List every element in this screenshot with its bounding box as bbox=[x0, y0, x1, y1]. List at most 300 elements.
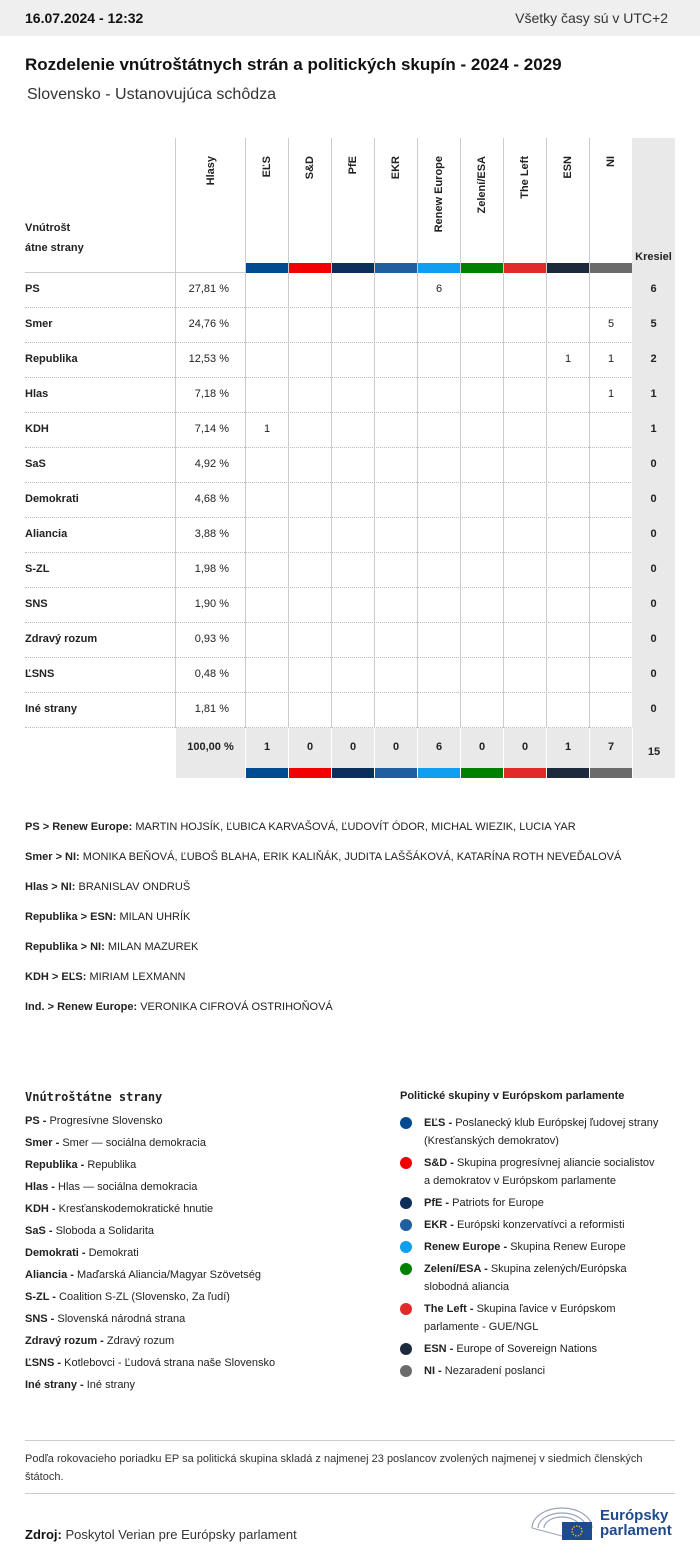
group-seat-cell: 1 bbox=[589, 378, 632, 413]
group-seat-cell bbox=[245, 658, 288, 693]
group-column-header bbox=[417, 138, 460, 273]
group-legend-item bbox=[400, 1194, 660, 1212]
group-total-value: 1 bbox=[564, 741, 572, 753]
group-abbr: Renew Europe - bbox=[424, 1241, 508, 1253]
table-row bbox=[25, 308, 675, 343]
group-seat-cell: 6 bbox=[417, 273, 460, 308]
group-seat-cell bbox=[589, 413, 632, 448]
group-seat-cell bbox=[245, 518, 288, 553]
group-seat-cell bbox=[546, 413, 589, 448]
group-total-value: 1 bbox=[263, 741, 271, 753]
group-full-name: Skupina Renew Europe bbox=[510, 1241, 626, 1253]
group-seat-cell bbox=[417, 518, 460, 553]
group-color-dot-icon bbox=[400, 1263, 412, 1275]
member-line bbox=[25, 850, 675, 880]
member-assignment: Smer > NI: bbox=[25, 851, 80, 863]
party-name: PS bbox=[25, 283, 40, 295]
party-full-name: Demokrati bbox=[88, 1247, 139, 1259]
group-color-dot-icon bbox=[400, 1343, 412, 1355]
group-seat-cell bbox=[503, 273, 546, 308]
party-name: Smer bbox=[25, 318, 53, 330]
vote-share: 4,68 % bbox=[175, 483, 245, 518]
member-names: VERONIKA CIFROVÁ OSTRIHOŇOVÁ bbox=[140, 1001, 333, 1013]
seat-total: 0 bbox=[632, 588, 675, 623]
group-seat-cell bbox=[589, 483, 632, 518]
group-seat-cell bbox=[546, 308, 589, 343]
group-abbr: The Left - bbox=[424, 1303, 474, 1315]
group-seat-cell bbox=[589, 693, 632, 728]
group-seat-cell bbox=[460, 273, 503, 308]
group-seat-cell bbox=[460, 553, 503, 588]
party-full-name: Maďarská Aliancia/Magyar Szövetség bbox=[76, 1269, 262, 1281]
source bbox=[25, 1527, 297, 1542]
group-total-value: 7 bbox=[607, 741, 615, 753]
table-row bbox=[25, 413, 675, 448]
group-seat-cell bbox=[374, 693, 417, 728]
vote-share: 24,76 % bbox=[175, 308, 245, 343]
party-legend-item bbox=[25, 1334, 365, 1356]
group-seat-cell bbox=[460, 658, 503, 693]
group-seat-cell bbox=[331, 273, 374, 308]
table-row bbox=[25, 448, 675, 483]
group-total-cell bbox=[503, 728, 546, 778]
party-legend-item bbox=[25, 1114, 365, 1136]
group-full-name: Európski konzervatívci a reformisti bbox=[457, 1219, 625, 1231]
group-column-header bbox=[589, 138, 632, 273]
party-name: Republika bbox=[25, 353, 78, 365]
group-seat-cell bbox=[331, 413, 374, 448]
vote-share: 0,93 % bbox=[175, 623, 245, 658]
group-seat-cell bbox=[374, 483, 417, 518]
group-seat-cell bbox=[589, 448, 632, 483]
party-abbr: SNS - bbox=[25, 1313, 55, 1325]
group-seat-cell bbox=[546, 448, 589, 483]
group-seat-cell bbox=[245, 623, 288, 658]
group-seat-cell bbox=[374, 658, 417, 693]
table-row bbox=[25, 518, 675, 553]
group-seat-cell bbox=[417, 413, 460, 448]
ep-hemicycle-icon bbox=[528, 1502, 598, 1542]
group-seat-cell bbox=[503, 413, 546, 448]
member-line bbox=[25, 820, 675, 850]
group-seat-cell bbox=[417, 448, 460, 483]
member-assignment: Republika > NI: bbox=[25, 941, 105, 953]
group-legend-item bbox=[400, 1362, 660, 1380]
group-legend-item bbox=[400, 1154, 660, 1190]
vote-share: 7,18 % bbox=[175, 378, 245, 413]
table-row bbox=[25, 553, 675, 588]
group-column-header bbox=[374, 138, 417, 273]
group-seat-cell bbox=[503, 483, 546, 518]
group-total-cell bbox=[288, 728, 331, 778]
party-full-name: Kresťanskodemokratické hnutie bbox=[58, 1203, 214, 1215]
group-seat-cell bbox=[503, 343, 546, 378]
party-legend-item bbox=[25, 1290, 365, 1312]
group-seat-cell bbox=[331, 448, 374, 483]
member-names: MILAN MAZUREK bbox=[107, 941, 199, 953]
party-legend-item bbox=[25, 1246, 365, 1268]
group-color-bar bbox=[547, 263, 589, 273]
member-assignment: Republika > ESN: bbox=[25, 911, 117, 923]
group-color-bar bbox=[418, 263, 460, 273]
group-color-dot-icon bbox=[400, 1117, 412, 1129]
group-seat-cell bbox=[546, 693, 589, 728]
group-full-name: Skupina progresívnej aliancie socialistov a demokratov v Európskom parlamente bbox=[424, 1157, 655, 1187]
group-total-value: 0 bbox=[392, 741, 400, 753]
party-abbr: Republika - bbox=[25, 1159, 85, 1171]
group-seat-cell bbox=[374, 448, 417, 483]
group-seat-cell bbox=[589, 623, 632, 658]
group-seat-cell bbox=[288, 658, 331, 693]
table-row bbox=[25, 483, 675, 518]
party-name: Demokrati bbox=[25, 493, 79, 505]
table-row bbox=[25, 623, 675, 658]
group-seat-cell bbox=[288, 693, 331, 728]
group-legend bbox=[400, 1090, 660, 1384]
group-header-label: Renew Europe bbox=[433, 156, 445, 233]
group-color-dot-icon bbox=[400, 1365, 412, 1377]
party-abbr: Aliancia - bbox=[25, 1269, 74, 1281]
group-seat-cell bbox=[331, 658, 374, 693]
group-seat-cell bbox=[546, 553, 589, 588]
group-color-bar bbox=[332, 263, 374, 273]
group-seat-cell bbox=[245, 343, 288, 378]
group-column-header bbox=[331, 138, 374, 273]
group-seat-cell bbox=[460, 588, 503, 623]
group-seat-cell bbox=[589, 588, 632, 623]
party-legend-title: Vnútroštátne strany bbox=[25, 1090, 163, 1104]
party-abbr: S-ZL - bbox=[25, 1291, 56, 1303]
member-line bbox=[25, 970, 675, 1000]
member-assignment: Hlas > NI: bbox=[25, 881, 76, 893]
group-seat-cell bbox=[417, 483, 460, 518]
member-names: MIRIAM LEXMANN bbox=[89, 971, 186, 983]
group-seat-cell bbox=[460, 413, 503, 448]
vote-share: 0,48 % bbox=[175, 658, 245, 693]
group-abbr: EĽS - bbox=[424, 1117, 453, 1129]
group-seat-cell bbox=[460, 343, 503, 378]
group-seat-cell bbox=[374, 308, 417, 343]
group-seat-cell bbox=[503, 378, 546, 413]
party-abbr: Demokrati - bbox=[25, 1247, 86, 1259]
party-name: SNS bbox=[25, 598, 48, 610]
group-seat-cell bbox=[331, 553, 374, 588]
group-seat-cell bbox=[460, 483, 503, 518]
table-row bbox=[25, 658, 675, 693]
group-seat-cell bbox=[374, 553, 417, 588]
group-seat-cell bbox=[331, 588, 374, 623]
group-seat-cell bbox=[331, 483, 374, 518]
page-title: Rozdelenie vnútroštátnych strán a politických skupín - 2024 - 2029 bbox=[25, 55, 562, 74]
group-header-label: ESN bbox=[562, 156, 574, 179]
group-color-bar bbox=[289, 768, 331, 778]
group-color-bar bbox=[332, 768, 374, 778]
top-bar bbox=[0, 0, 700, 36]
group-total-value: 0 bbox=[349, 741, 357, 753]
group-seat-cell bbox=[288, 273, 331, 308]
group-seat-cell bbox=[546, 658, 589, 693]
table-row bbox=[25, 588, 675, 623]
seat-total: 2 bbox=[632, 343, 675, 378]
group-seat-cell bbox=[374, 623, 417, 658]
group-full-name: Poslanecký klub Európskej ľudovej strany (Kresťanských demokratov) bbox=[424, 1117, 659, 1147]
seat-distribution-table bbox=[25, 138, 675, 778]
group-total-value: 6 bbox=[435, 741, 443, 753]
vote-share: 4,92 % bbox=[175, 448, 245, 483]
group-seat-cell bbox=[460, 308, 503, 343]
group-legend-item bbox=[400, 1238, 660, 1256]
table-row bbox=[25, 693, 675, 728]
vote-share: 1,81 % bbox=[175, 693, 245, 728]
group-abbr: S&D - bbox=[424, 1157, 454, 1169]
party-abbr: KDH - bbox=[25, 1203, 56, 1215]
group-seat-cell bbox=[503, 623, 546, 658]
group-seat-cell bbox=[546, 518, 589, 553]
group-color-dot-icon bbox=[400, 1241, 412, 1253]
group-color-bar bbox=[590, 263, 632, 273]
group-header-label: PfE bbox=[347, 156, 359, 175]
group-legend-item bbox=[400, 1216, 660, 1234]
group-color-dot-icon bbox=[400, 1219, 412, 1231]
group-seat-cell bbox=[331, 693, 374, 728]
party-full-name: Hlas — sociálna demokracia bbox=[58, 1181, 198, 1193]
group-seat-cell bbox=[245, 693, 288, 728]
group-header-label: S&D bbox=[304, 156, 316, 180]
datetime: 16.07.2024 - 12:32 bbox=[25, 10, 144, 26]
group-seat-cell bbox=[460, 693, 503, 728]
group-seat-cell bbox=[374, 273, 417, 308]
total-seats: 15 bbox=[632, 728, 675, 778]
group-seat-cell bbox=[245, 483, 288, 518]
logo-line-2: parlament bbox=[600, 1522, 672, 1539]
seat-total: 0 bbox=[632, 693, 675, 728]
member-line bbox=[25, 940, 675, 970]
group-seat-cell bbox=[331, 343, 374, 378]
party-name: Aliancia bbox=[25, 528, 68, 540]
party-name: S-ZL bbox=[25, 563, 50, 575]
member-assignment: PS > Renew Europe: bbox=[25, 821, 133, 833]
party-legend-item bbox=[25, 1202, 365, 1224]
group-abbr: NI - bbox=[424, 1365, 442, 1377]
group-color-dot-icon bbox=[400, 1197, 412, 1209]
party-abbr: SaS - bbox=[25, 1225, 53, 1237]
party-legend-item bbox=[25, 1180, 365, 1202]
group-color-bar bbox=[547, 768, 589, 778]
group-seat-cell bbox=[546, 378, 589, 413]
group-seat-cell bbox=[288, 378, 331, 413]
group-total-cell bbox=[374, 728, 417, 778]
group-seat-cell bbox=[589, 518, 632, 553]
votes-header-label: Hlasy bbox=[204, 156, 217, 186]
member-line bbox=[25, 880, 675, 910]
party-full-name: Republika bbox=[87, 1159, 137, 1171]
group-seat-cell bbox=[503, 658, 546, 693]
group-seat-cell bbox=[417, 378, 460, 413]
group-color-bar bbox=[504, 768, 546, 778]
page-subtitle: Slovensko - Ustanovujúca schôdza bbox=[27, 86, 277, 103]
party-abbr: Hlas - bbox=[25, 1181, 55, 1193]
party-name: Hlas bbox=[25, 388, 49, 400]
member-names: MILAN UHRÍK bbox=[119, 911, 191, 923]
member-line bbox=[25, 910, 675, 940]
group-total-value: 0 bbox=[521, 741, 529, 753]
group-seat-cell bbox=[460, 448, 503, 483]
source-label: Zdroj: bbox=[25, 1527, 62, 1542]
table-row bbox=[25, 343, 675, 378]
group-seat-cell bbox=[460, 518, 503, 553]
group-seat-cell bbox=[503, 693, 546, 728]
group-seat-cell bbox=[374, 518, 417, 553]
seat-total: 0 bbox=[632, 658, 675, 693]
group-abbr: PfE - bbox=[424, 1197, 450, 1209]
group-seat-cell bbox=[245, 273, 288, 308]
group-color-bar bbox=[461, 768, 503, 778]
member-names: MONIKA BEŇOVÁ, ĽUBOŠ BLAHA, ERIK KALIŇÁK, JUDITA LAŠŠÁKOVÁ, KATARÍNA ROTH NEVEĎALOVÁ bbox=[82, 851, 622, 863]
group-total-cell bbox=[546, 728, 589, 778]
party-abbr: Smer - bbox=[25, 1137, 60, 1149]
total-votes: 100,00 % bbox=[175, 728, 245, 778]
party-legend-item bbox=[25, 1158, 365, 1180]
seat-total: 0 bbox=[632, 448, 675, 483]
group-legend-item bbox=[400, 1340, 660, 1358]
party-full-name: Smer — sociálna demokracia bbox=[62, 1137, 206, 1149]
party-name: KDH bbox=[25, 423, 49, 435]
group-seat-cell bbox=[417, 553, 460, 588]
group-seat-cell bbox=[589, 658, 632, 693]
group-column-header bbox=[546, 138, 589, 273]
seats-column-header bbox=[632, 138, 675, 273]
party-name: Zdravý rozum bbox=[25, 633, 98, 645]
group-seat-cell bbox=[503, 518, 546, 553]
votes-column-header bbox=[175, 138, 245, 273]
group-seat-cell bbox=[288, 448, 331, 483]
group-seat-cell bbox=[374, 343, 417, 378]
party-column-header: Vnútrošt átne strany bbox=[25, 222, 84, 254]
party-full-name: Iné strany bbox=[86, 1379, 136, 1391]
party-full-name: Progresívne Slovensko bbox=[49, 1115, 163, 1127]
group-seat-cell bbox=[331, 518, 374, 553]
group-seat-cell bbox=[417, 623, 460, 658]
party-legend-item bbox=[25, 1378, 365, 1400]
group-seat-cell bbox=[503, 553, 546, 588]
vote-share: 27,81 % bbox=[175, 273, 245, 308]
member-names: MARTIN HOJSÍK, ĽUBICA KARVAŠOVÁ, ĽUDOVÍT ÓDOR, MICHAL WIEZIK, LUCIA YAR bbox=[135, 821, 576, 833]
seat-total: 1 bbox=[632, 413, 675, 448]
party-abbr: Iné strany - bbox=[25, 1379, 84, 1391]
party-legend-item bbox=[25, 1356, 365, 1378]
group-seat-cell bbox=[331, 378, 374, 413]
party-abbr: PS - bbox=[25, 1115, 47, 1127]
group-column-header bbox=[503, 138, 546, 273]
vote-share: 7,14 % bbox=[175, 413, 245, 448]
group-seat-cell bbox=[288, 518, 331, 553]
group-seat-cell bbox=[460, 623, 503, 658]
source-text: Poskytol Verian pre Európsky parlament bbox=[65, 1527, 297, 1542]
group-header-label: The Left bbox=[519, 156, 531, 199]
group-seat-cell bbox=[288, 308, 331, 343]
group-seat-cell bbox=[503, 588, 546, 623]
vote-share: 1,90 % bbox=[175, 588, 245, 623]
group-seat-cell bbox=[417, 658, 460, 693]
group-color-bar bbox=[375, 263, 417, 273]
group-seat-cell bbox=[245, 308, 288, 343]
party-full-name: Coalition S-ZL (Slovensko, Za ľudí) bbox=[59, 1291, 230, 1303]
group-seat-cell bbox=[288, 553, 331, 588]
group-seat-cell bbox=[589, 273, 632, 308]
member-list bbox=[25, 820, 675, 1030]
group-column-header bbox=[288, 138, 331, 273]
seat-total: 1 bbox=[632, 378, 675, 413]
group-seat-cell bbox=[245, 448, 288, 483]
group-seat-cell bbox=[288, 413, 331, 448]
group-total-value: 0 bbox=[478, 741, 486, 753]
group-total-cell bbox=[589, 728, 632, 778]
group-seat-cell bbox=[331, 623, 374, 658]
group-abbr: ESN - bbox=[424, 1343, 454, 1355]
party-full-name: Sloboda a Solidarita bbox=[55, 1225, 155, 1237]
member-names: BRANISLAV ONDRUŠ bbox=[78, 881, 191, 893]
group-seat-cell bbox=[288, 623, 331, 658]
group-seat-cell bbox=[417, 693, 460, 728]
member-assignment: Ind. > Renew Europe: bbox=[25, 1001, 138, 1013]
group-total-cell bbox=[417, 728, 460, 778]
group-color-dot-icon bbox=[400, 1303, 412, 1315]
logo-line-1: Európsky bbox=[600, 1507, 669, 1524]
group-total-cell bbox=[331, 728, 374, 778]
group-abbr: Zelení/ESA - bbox=[424, 1263, 488, 1275]
group-full-name: Nezaradení poslanci bbox=[444, 1365, 546, 1377]
group-header-label: NI bbox=[605, 156, 617, 167]
totals-row bbox=[25, 728, 675, 778]
seat-total: 6 bbox=[632, 273, 675, 308]
group-seat-cell bbox=[503, 308, 546, 343]
group-color-bar bbox=[461, 263, 503, 273]
group-seat-cell bbox=[417, 308, 460, 343]
group-seat-cell bbox=[546, 483, 589, 518]
party-name: Iné strany bbox=[25, 703, 77, 715]
timezone-note: Všetky časy sú v UTC+2 bbox=[515, 10, 668, 26]
group-legend-item bbox=[400, 1260, 660, 1296]
party-name: ĽSNS bbox=[25, 668, 55, 680]
seats-header-label: Kresiel bbox=[635, 251, 672, 263]
group-seat-cell: 1 bbox=[546, 343, 589, 378]
group-seat-cell: 5 bbox=[589, 308, 632, 343]
table-row bbox=[25, 273, 675, 308]
group-header-label: EKR bbox=[390, 156, 402, 180]
group-full-name: Europe of Sovereign Nations bbox=[456, 1343, 598, 1355]
party-legend-item bbox=[25, 1268, 365, 1290]
group-total-value: 0 bbox=[306, 741, 314, 753]
party-full-name: Zdravý rozum bbox=[106, 1335, 175, 1347]
group-seat-cell bbox=[288, 588, 331, 623]
group-column-header bbox=[460, 138, 503, 273]
group-seat-cell bbox=[546, 623, 589, 658]
ep-logo bbox=[528, 1502, 678, 1542]
party-legend-item bbox=[25, 1224, 365, 1246]
group-seat-cell bbox=[417, 343, 460, 378]
group-total-cell bbox=[460, 728, 503, 778]
group-color-bar bbox=[246, 263, 288, 273]
group-seat-cell: 1 bbox=[245, 413, 288, 448]
group-seat-cell bbox=[417, 588, 460, 623]
party-name: SaS bbox=[25, 458, 46, 470]
group-column-header bbox=[245, 138, 288, 273]
group-color-bar bbox=[375, 768, 417, 778]
group-seat-cell bbox=[374, 413, 417, 448]
vote-share: 3,88 % bbox=[175, 518, 245, 553]
group-color-bar bbox=[246, 768, 288, 778]
group-seat-cell bbox=[374, 588, 417, 623]
